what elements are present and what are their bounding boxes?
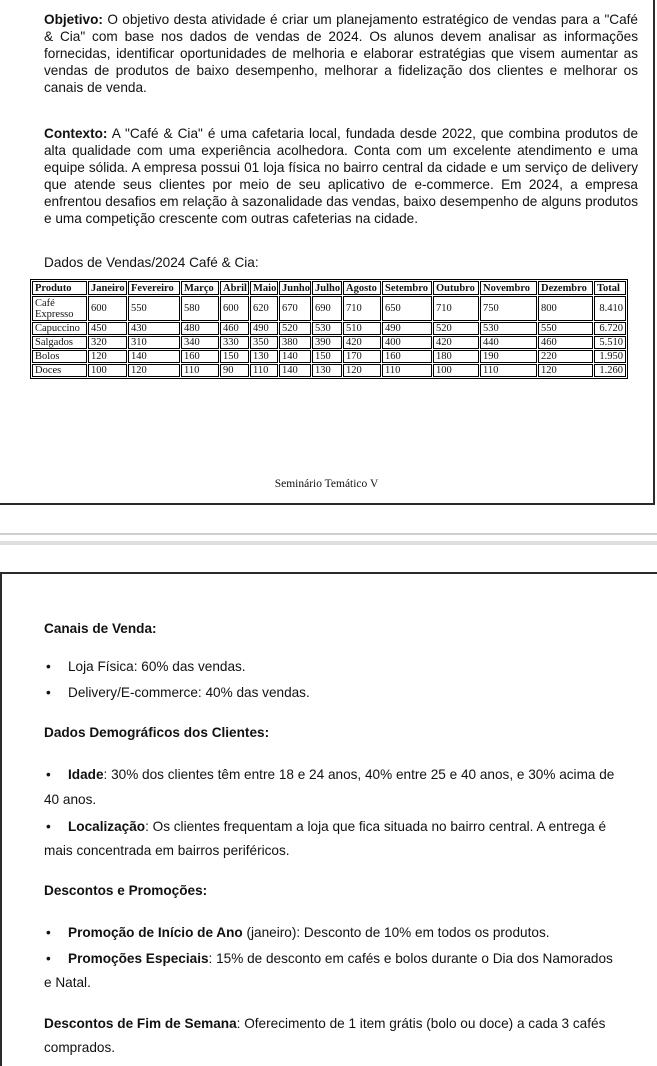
table-cell: 150 bbox=[220, 350, 249, 363]
table-cell: 320 bbox=[88, 336, 127, 349]
table-cell: 710 bbox=[433, 296, 479, 321]
table-cell: 380 bbox=[279, 336, 311, 349]
table-cell: 450 bbox=[88, 322, 127, 335]
table-cell: 530 bbox=[480, 322, 537, 335]
weekend-discount-text: : Oferecimento de 1 item grátis (bolo ou doce) a cada 3 cafés bbox=[236, 1016, 606, 1031]
product-name-cell: Bolos bbox=[32, 350, 87, 363]
promo-label: Promoção de Início de Ano bbox=[68, 925, 243, 940]
table-cell: 750 bbox=[480, 296, 537, 321]
age-text: : 30% dos clientes têm entre 18 e 24 anos, 40% entre 25 e 40 anos, e 30% acima de bbox=[103, 767, 615, 782]
location-item-continuation: mais concentrada em bairros periféricos. bbox=[44, 843, 290, 858]
promo-text: (janeiro): Desconto de 10% em todos os produtos. bbox=[242, 925, 550, 940]
table-row bbox=[32, 296, 626, 321]
objective-label: Objetivo: bbox=[44, 12, 103, 27]
bullet-icon: • bbox=[46, 685, 51, 700]
table-cell: 140 bbox=[128, 350, 180, 363]
table-header-cell: Janeiro bbox=[88, 281, 127, 295]
product-name-cell: Café Expresso bbox=[32, 296, 87, 321]
table-row bbox=[32, 350, 626, 363]
table-cell: 170 bbox=[343, 350, 381, 363]
table-cell: 100 bbox=[433, 364, 479, 377]
table-header-cell: Agosto bbox=[343, 281, 381, 295]
promo-item-continuation: e Natal. bbox=[44, 975, 91, 990]
table-cell: 620 bbox=[250, 296, 278, 321]
table-cell: 220 bbox=[538, 350, 593, 363]
table-cell: 310 bbox=[128, 336, 180, 349]
table-cell: 110 bbox=[181, 364, 219, 377]
table-cell: 400 bbox=[382, 336, 432, 349]
bullet-icon: • bbox=[46, 659, 51, 674]
table-cell: 460 bbox=[538, 336, 593, 349]
table-row bbox=[32, 322, 626, 335]
table-cell: 600 bbox=[88, 296, 127, 321]
table-header-cell: Produto bbox=[32, 281, 87, 295]
table-cell: 110 bbox=[382, 364, 432, 377]
table-cell: 90 bbox=[220, 364, 249, 377]
objective-text: O objetivo desta atividade é criar um planejamento estratégico de vendas para a "Café & Cia" com base nos dados de vendas de 2024. Os alunos devem analisar as informações fornecidas, identificar oportunidades de melhoria e elaborar estratégias que visem aumentar as vendas de produtos de baixo desempenho, melhorar a fidelização dos clientes e melhorar os canais de venda. bbox=[44, 12, 638, 95]
table-cell: 340 bbox=[181, 336, 219, 349]
table-header-cell: Novembro bbox=[480, 281, 537, 295]
total-cell: 1.260 bbox=[594, 364, 626, 377]
table-cell: 490 bbox=[382, 322, 432, 335]
table-header-cell: Março bbox=[181, 281, 219, 295]
table-header-cell: Junho bbox=[279, 281, 311, 295]
channel-item: Delivery/E-commerce: 40% das vendas. bbox=[68, 685, 310, 700]
page-gap-divider bbox=[0, 533, 657, 535]
table-cell: 330 bbox=[220, 336, 249, 349]
table-cell: 530 bbox=[312, 322, 342, 335]
page-gap bbox=[0, 505, 657, 571]
table-header-cell: Outubro bbox=[433, 281, 479, 295]
table-cell: 440 bbox=[480, 336, 537, 349]
promo-label: Promoções Especiais bbox=[68, 951, 209, 966]
table-cell: 120 bbox=[88, 350, 127, 363]
bullet-icon: • bbox=[46, 951, 51, 966]
weekend-discount-paragraph bbox=[44, 1014, 644, 1034]
discounts-heading: Descontos e Promoções: bbox=[44, 883, 208, 898]
table-cell: 130 bbox=[250, 350, 278, 363]
table-cell: 480 bbox=[181, 322, 219, 335]
table-cell: 120 bbox=[538, 364, 593, 377]
table-cell: 430 bbox=[128, 322, 180, 335]
table-cell: 150 bbox=[312, 350, 342, 363]
table-cell: 490 bbox=[250, 322, 278, 335]
table-cell: 350 bbox=[250, 336, 278, 349]
sales-table-title: Dados de Vendas/2024 Café & Cia: bbox=[44, 255, 259, 270]
table-cell: 140 bbox=[279, 364, 311, 377]
table-cell: 160 bbox=[181, 350, 219, 363]
location-text: : Os clientes frequentam a loja que fica situada no bairro central. A entrega é bbox=[145, 819, 607, 834]
total-cell: 1.950 bbox=[594, 350, 626, 363]
table-cell: 510 bbox=[343, 322, 381, 335]
total-cell: 5.510 bbox=[594, 336, 626, 349]
context-paragraph bbox=[44, 125, 638, 227]
demographics-heading: Dados Demográficos dos Clientes: bbox=[44, 725, 270, 740]
table-cell: 520 bbox=[279, 322, 311, 335]
total-cell: 8.410 bbox=[594, 296, 626, 321]
bullet-icon: • bbox=[46, 925, 51, 940]
document-page-2 bbox=[0, 572, 657, 1066]
age-item bbox=[68, 765, 648, 785]
objective-paragraph bbox=[44, 11, 638, 96]
table-cell: 120 bbox=[343, 364, 381, 377]
sales-table bbox=[30, 279, 628, 379]
table-cell: 580 bbox=[181, 296, 219, 321]
table-cell: 100 bbox=[88, 364, 127, 377]
table-header-cell: Julho bbox=[312, 281, 342, 295]
table-cell: 160 bbox=[382, 350, 432, 363]
table-row bbox=[32, 364, 626, 377]
table-cell: 180 bbox=[433, 350, 479, 363]
product-name-cell: Doces bbox=[32, 364, 87, 377]
table-cell: 190 bbox=[480, 350, 537, 363]
product-name-cell: Capuccino bbox=[32, 322, 87, 335]
table-cell: 520 bbox=[433, 322, 479, 335]
table-cell: 140 bbox=[279, 350, 311, 363]
table-cell: 670 bbox=[279, 296, 311, 321]
context-label: Contexto: bbox=[44, 126, 108, 141]
table-cell: 390 bbox=[312, 336, 342, 349]
age-item-continuation: 40 anos. bbox=[44, 792, 97, 807]
table-row bbox=[32, 336, 626, 349]
table-cell: 110 bbox=[250, 364, 278, 377]
weekend-discount-label: Descontos de Fim de Semana bbox=[44, 1016, 237, 1031]
table-cell: 710 bbox=[343, 296, 381, 321]
weekend-discount-continuation: comprados. bbox=[44, 1040, 116, 1055]
table-cell: 600 bbox=[220, 296, 249, 321]
table-cell: 460 bbox=[220, 322, 249, 335]
bullet-icon: • bbox=[46, 819, 51, 834]
table-header-row bbox=[32, 281, 626, 295]
promo-text: : 15% de desconto em cafés e bolos durante o Dia dos Namorados bbox=[208, 951, 613, 966]
table-cell: 110 bbox=[480, 364, 537, 377]
total-cell: 6.720 bbox=[594, 322, 626, 335]
context-text: A "Café & Cia" é uma cafetaria local, fundada desde 2022, que combina produtos de alta qualidade com uma experiência acolhedora. Conta com um excelente atendimento e uma equipe sólida. A empresa possui 01 loja física no bairro central da cidade e um serviço de delivery que atende seus clientes por meio de seu aplicativo de e-commerce. Em 2024, a empresa enfrentou desafios em relação à sazonalidade das vendas, baixo desempenho de alguns produtos e uma competição crescente com outras cafeterias na cidade. bbox=[44, 126, 638, 226]
location-item bbox=[68, 817, 648, 837]
table-header-cell: Abril bbox=[220, 281, 249, 295]
table-cell: 650 bbox=[382, 296, 432, 321]
table-cell: 550 bbox=[128, 296, 180, 321]
table-header-cell: Dezembro bbox=[538, 281, 593, 295]
table-cell: 690 bbox=[312, 296, 342, 321]
table-header-cell: Maio bbox=[250, 281, 278, 295]
product-name-cell: Salgados bbox=[32, 336, 87, 349]
age-label: Idade bbox=[68, 767, 104, 782]
promo-item bbox=[68, 923, 648, 943]
table-cell: 420 bbox=[433, 336, 479, 349]
bullet-icon: • bbox=[46, 767, 51, 782]
table-header-cell: Fevereiro bbox=[128, 281, 180, 295]
table-cell: 550 bbox=[538, 322, 593, 335]
document-page-1 bbox=[0, 0, 655, 505]
location-label: Localização bbox=[68, 819, 146, 834]
channel-item: Loja Física: 60% das vendas. bbox=[68, 659, 246, 674]
table-cell: 800 bbox=[538, 296, 593, 321]
table-header-cell: Setembro bbox=[382, 281, 432, 295]
page-gap-divider bbox=[0, 541, 657, 545]
sales-channels-heading: Canais de Venda: bbox=[44, 621, 157, 636]
promo-item bbox=[68, 949, 648, 969]
table-cell: 130 bbox=[312, 364, 342, 377]
table-cell: 420 bbox=[343, 336, 381, 349]
table-cell: 120 bbox=[128, 364, 180, 377]
table-header-cell: Total bbox=[594, 281, 626, 295]
page-footer: Seminário Temático V bbox=[274, 478, 379, 490]
